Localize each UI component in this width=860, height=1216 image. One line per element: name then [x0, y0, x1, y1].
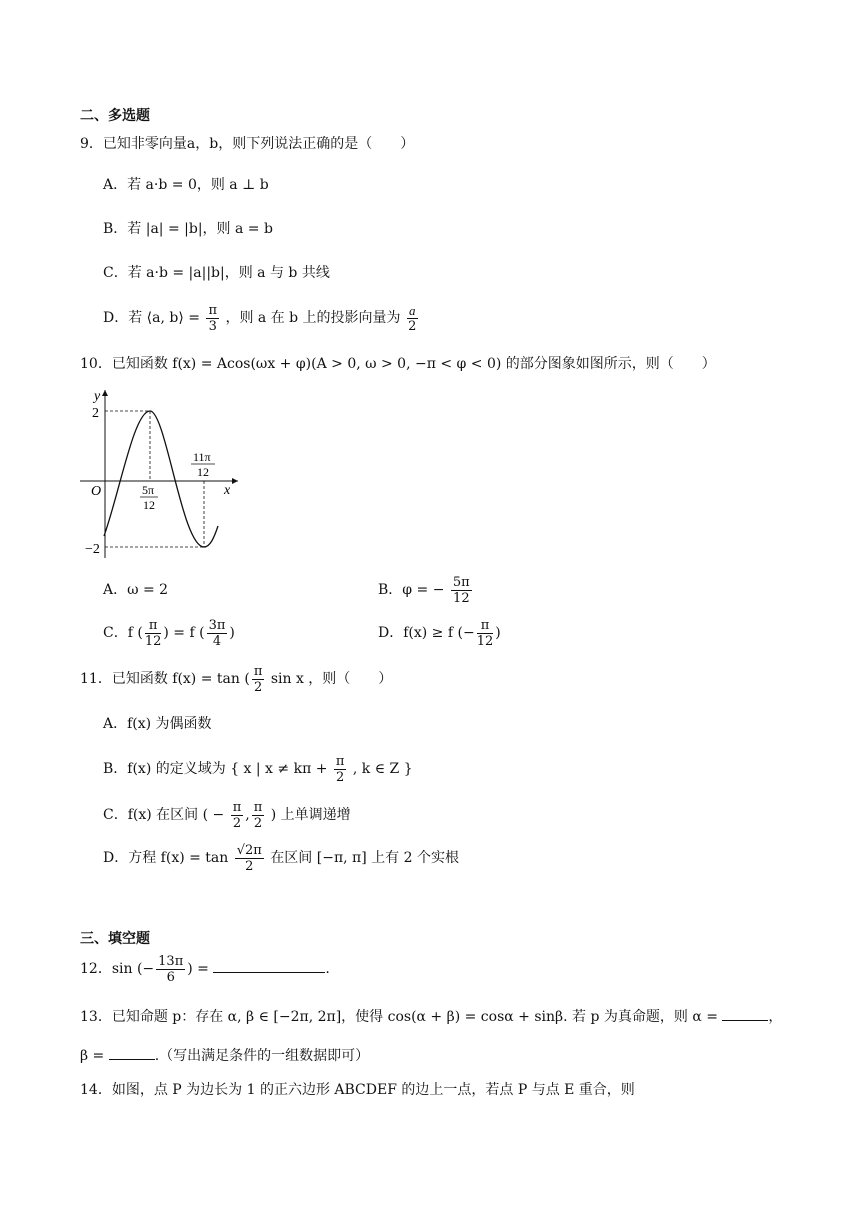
fraction-numerator: π — [208, 302, 217, 318]
paren-close: ) — [229, 625, 235, 641]
question-11-option-d-fraction — [235, 843, 264, 874]
question-13-text: 13．已知命题 p：存在 α, β ∈ [−2π, 2π]，使得 cos(α + β) = cosα + sinβ. 若 p 为真命题，则 α = — [80, 1009, 718, 1025]
question-10-option-d-prefix: D．f(x) ≥ f — [378, 625, 454, 641]
fraction-numerator: √2π — [236, 842, 262, 858]
fraction-numerator: 13π — [158, 953, 184, 969]
question-11-option-b-suffix: , k ∈ Z } — [352, 761, 413, 777]
question-11-option-c-fraction-1 — [231, 800, 244, 831]
question-13-beta-prefix: β = — [80, 1048, 105, 1064]
question-11-option-b-prefix: B．f(x) 的定义域为 { x | x ≠ kπ + — [103, 761, 328, 777]
fraction-numerator: π — [232, 799, 242, 815]
section-heading-fill-in: 三、填空题 — [80, 931, 150, 947]
paren-close: ) — [163, 625, 169, 641]
question-10-option-b — [378, 572, 474, 608]
question-14-stem: 14．如图，点 P 为边长为 1 的正六边形 ABCDEF 的边上一点，若点 P 与点 E 重合，则 — [80, 1082, 635, 1098]
tick-5pi-12-denominator: 12 — [143, 498, 155, 512]
question-10-option-b-prefix: B．φ = − — [378, 582, 445, 598]
question-12: 12．sin (− $\frac{13\pi}{6}$ ) = . — [80, 953, 330, 985]
tick-11pi-12-numerator: 11π — [193, 450, 211, 464]
question-11-stem-suffix: sin x ，则（ ） — [270, 671, 393, 687]
y-axis-label: y — [94, 389, 101, 404]
question-9-option-d-middle: ，则 a 在 b 上的投影向量为 — [225, 310, 401, 326]
paren-open: ( — [199, 625, 205, 641]
question-10-option-d: D．f(x) ≥ f (− $\frac{\pi}{12}$ ) — [378, 617, 501, 649]
question-12-period: . — [325, 961, 330, 977]
question-10-option-c-middle: = f — [173, 625, 195, 641]
question-13-beta-blank[interactable] — [109, 1059, 155, 1060]
fraction-denominator: 2 — [232, 815, 242, 831]
question-10-option-c-fraction-1 — [145, 618, 162, 649]
paren-open: ( — [136, 961, 143, 977]
fraction-denominator: 12 — [144, 633, 162, 649]
question-11-option-d-suffix: 在区间 [−π, π] 上有 2 个实根 — [270, 850, 459, 866]
x-axis-label: x — [224, 483, 231, 498]
fraction-numerator: π — [335, 753, 345, 769]
question-13-line-1 — [80, 1007, 782, 1027]
fraction-numerator: π — [477, 618, 494, 634]
question-9-option-d-prefix: D．若 ⟨a, b⟩ = — [103, 310, 200, 326]
paren-close: ) — [187, 961, 193, 977]
question-10-option-d-fraction — [477, 618, 494, 649]
fraction-numerator: π — [253, 663, 263, 679]
fraction-denominator: 2 — [245, 858, 254, 874]
question-11-option-c-suffix: ) 上单调递增 — [270, 807, 351, 823]
question-9-option-b: B．若 |a| = |b|，则 a = b — [103, 221, 273, 237]
fraction-numerator: a — [409, 302, 416, 318]
paren-open: ( — [137, 625, 143, 641]
origin-label: O — [91, 484, 102, 499]
question-9-option-a: A．若 a·b = 0，则 a ⊥ b — [103, 177, 269, 193]
question-11-stem-prefix: 11．已知函数 f(x) = tan — [80, 671, 240, 687]
question-11-option-b — [103, 751, 413, 787]
fraction-denominator: 2 — [253, 815, 263, 831]
fraction-numerator: π — [145, 618, 162, 634]
question-11-option-d — [103, 840, 459, 876]
paren-open: ( — [457, 625, 463, 641]
fraction-denominator: 2 — [408, 318, 417, 334]
question-12-fraction — [156, 954, 185, 985]
question-11-option-c-fraction-2 — [252, 800, 265, 831]
question-11-option-c-prefix: C．f(x) 在区间 ( − — [103, 807, 225, 823]
question-9-stem: 9．已知非零向量a，b，则下列说法正确的是（ ） — [80, 136, 415, 152]
fraction-denominator: 12 — [453, 590, 470, 606]
question-9-option-d-fraction — [206, 303, 219, 334]
fraction-denominator: 12 — [476, 633, 494, 649]
question-10-option-b-fraction — [451, 575, 472, 606]
question-11-stem — [80, 661, 392, 697]
question-9-option-c: C．若 a·b = |a||b|，则 a 与 b 共线 — [103, 265, 330, 281]
question-11-stem-fraction — [252, 664, 265, 695]
question-9-option-d — [103, 300, 420, 336]
question-10-cosine-graph — [76, 386, 246, 566]
y-max-label: 2 — [92, 406, 99, 421]
question-10-stem: 10．已知函数 f(x) = Acos(ωx + φ)(A > 0, ω > 0, −π < φ < 0) 的部分图象如图所示，则（ ） — [80, 356, 716, 372]
section-heading-multiple-choice: 二、多选题 — [80, 108, 150, 124]
fraction-denominator: 2 — [336, 769, 345, 785]
question-13-comma: ， — [768, 1009, 783, 1025]
tick-5pi-12-numerator: 5π — [142, 483, 155, 497]
fraction-numerator: 3π — [208, 617, 226, 633]
question-9-option-d-answer-fraction — [407, 303, 418, 334]
question-10-option-c — [103, 615, 235, 651]
question-13-beta-suffix: .（写出满足条件的一组数据即可） — [154, 1048, 370, 1064]
question-11-option-b-fraction — [334, 754, 347, 785]
fraction-numerator: 5π — [452, 574, 470, 590]
question-10-option-a: A．ω = 2 — [103, 582, 169, 598]
question-12-equals: = — [197, 961, 209, 977]
question-13-alpha-blank[interactable] — [722, 1020, 768, 1021]
fraction-numerator: π — [253, 799, 263, 815]
cosine-curve — [104, 411, 218, 547]
question-11-option-d-prefix: D．方程 f(x) = tan — [103, 850, 229, 866]
question-11-option-a: A．f(x) 为偶函数 — [103, 716, 212, 732]
fraction-denominator: 2 — [253, 679, 263, 695]
question-11-option-c: C．f(x) 在区间 ( − $\frac{\pi}{2}$ , $\frac{\pi}{2}$ ) 上单调递增 — [103, 799, 351, 831]
fraction-denominator: 4 — [212, 633, 222, 649]
question-12-answer-blank[interactable] — [213, 972, 325, 973]
fraction-denominator: 6 — [166, 969, 175, 985]
y-min-label: −2 — [85, 542, 100, 557]
paren-open: ( — [244, 671, 250, 687]
question-13-line-2 — [80, 1046, 369, 1066]
fraction-denominator: 3 — [208, 318, 217, 334]
question-10-option-c-fraction-2 — [207, 618, 228, 649]
tick-11pi-12-denominator: 12 — [197, 465, 209, 479]
question-12-prefix: 12．sin — [80, 961, 133, 977]
paren-close: ) — [495, 625, 501, 641]
question-10-option-c-prefix: C．f — [103, 625, 133, 641]
